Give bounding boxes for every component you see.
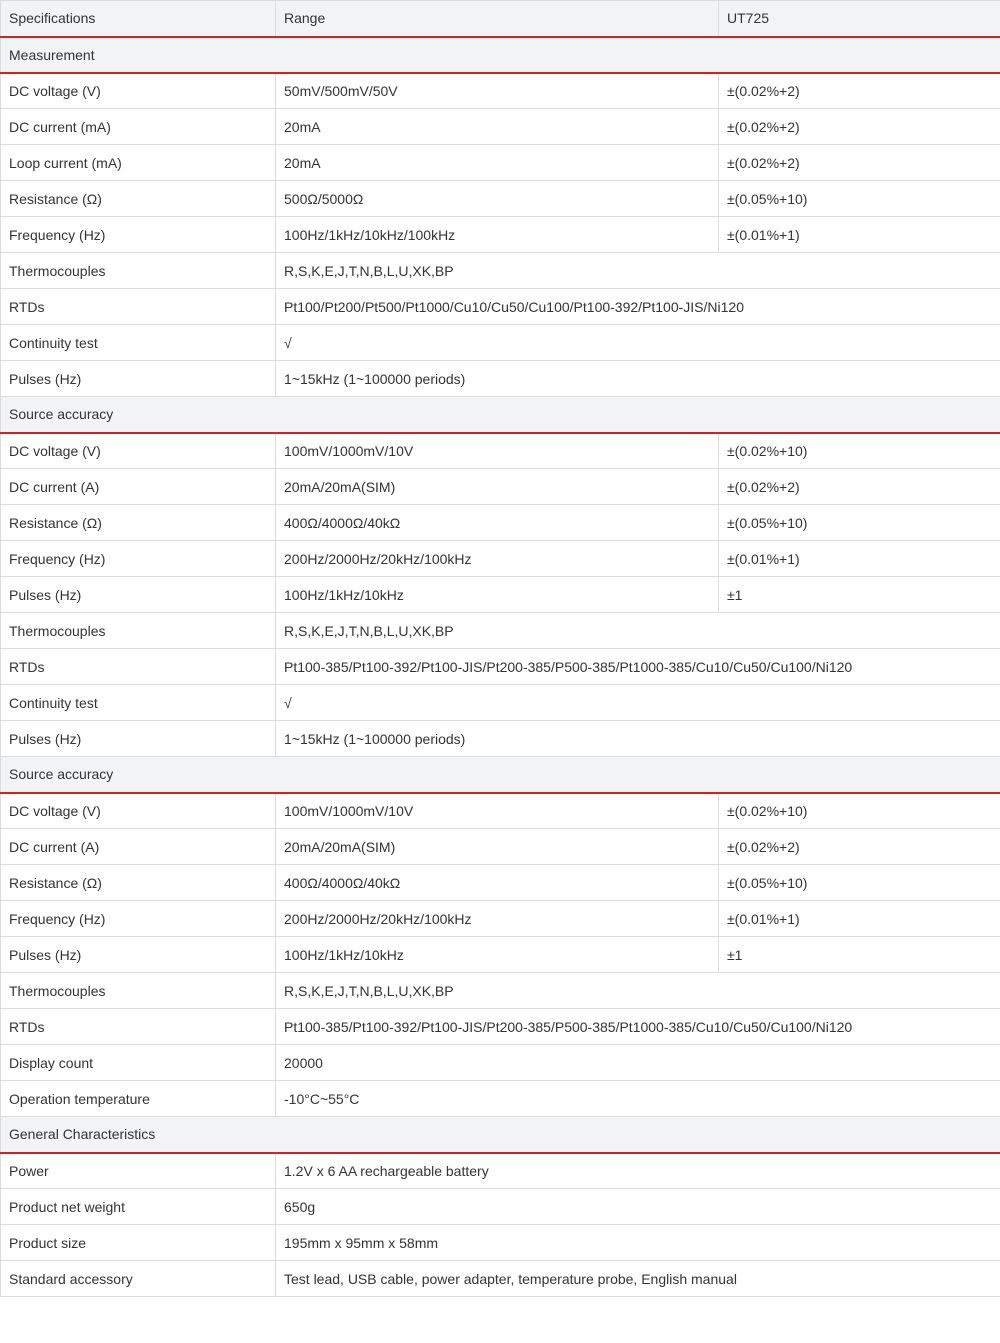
range-cell: Pt100/Pt200/Pt500/Pt1000/Cu10/Cu50/Cu100/Pt100-392/Pt100-JIS/Ni120 xyxy=(276,289,1000,325)
table-header-row xyxy=(1,1,1000,37)
range-cell: 100Hz/1kHz/10kHz xyxy=(276,577,719,613)
range-cell: 1~15kHz (1~100000 periods) xyxy=(276,361,1000,397)
table-row xyxy=(1,973,1000,1009)
table-row xyxy=(1,649,1000,685)
spec-name-cell: Pulses (Hz) xyxy=(1,937,276,973)
spec-name-cell: RTDs xyxy=(1,649,276,685)
table-row xyxy=(1,433,1000,469)
header-model: UT725 xyxy=(719,1,1000,37)
table-row xyxy=(1,289,1000,325)
accuracy-cell: ±(0.01%+1) xyxy=(719,217,1000,253)
spec-name-cell: Continuity test xyxy=(1,685,276,721)
range-cell: 100mV/1000mV/10V xyxy=(276,793,719,829)
accuracy-cell: ±(0.05%+10) xyxy=(719,505,1000,541)
accuracy-cell: ±(0.02%+2) xyxy=(719,73,1000,109)
range-cell: √ xyxy=(276,325,1000,361)
header-range: Range xyxy=(276,1,719,37)
spec-name-cell: DC current (mA) xyxy=(1,109,276,145)
spec-name-cell: Pulses (Hz) xyxy=(1,721,276,757)
spec-name-cell: Frequency (Hz) xyxy=(1,541,276,577)
spec-name-cell: Display count xyxy=(1,1045,276,1081)
table-row xyxy=(1,109,1000,145)
range-cell: 200Hz/2000Hz/20kHz/100kHz xyxy=(276,541,719,577)
table-row xyxy=(1,1153,1000,1189)
table-row xyxy=(1,541,1000,577)
table-row xyxy=(1,1261,1000,1297)
range-cell: 100Hz/1kHz/10kHz/100kHz xyxy=(276,217,719,253)
accuracy-cell: ±(0.02%+2) xyxy=(719,145,1000,181)
spec-name-cell: Power xyxy=(1,1153,276,1189)
range-cell: -10°C~55°C xyxy=(276,1081,1000,1117)
accuracy-cell: ±(0.02%+10) xyxy=(719,433,1000,469)
range-cell: 400Ω/4000Ω/40kΩ xyxy=(276,865,719,901)
spec-name-cell: Product net weight xyxy=(1,1189,276,1225)
spec-name-cell: Product size xyxy=(1,1225,276,1261)
range-cell: 100Hz/1kHz/10kHz xyxy=(276,937,719,973)
spec-table-body xyxy=(1,1,1000,1297)
section-row xyxy=(1,757,1000,793)
table-row xyxy=(1,253,1000,289)
accuracy-cell: ±(0.05%+10) xyxy=(719,865,1000,901)
table-row xyxy=(1,937,1000,973)
table-row xyxy=(1,685,1000,721)
range-cell: 400Ω/4000Ω/40kΩ xyxy=(276,505,719,541)
table-row xyxy=(1,73,1000,109)
table-row xyxy=(1,469,1000,505)
accuracy-cell: ±(0.05%+10) xyxy=(719,181,1000,217)
spec-name-cell: Standard accessory xyxy=(1,1261,276,1297)
spec-name-cell: DC voltage (V) xyxy=(1,433,276,469)
section-row xyxy=(1,1117,1000,1153)
range-cell: 1.2V x 6 AA rechargeable battery xyxy=(276,1153,1000,1189)
table-row xyxy=(1,181,1000,217)
accuracy-cell: ±(0.02%+2) xyxy=(719,829,1000,865)
table-row xyxy=(1,505,1000,541)
table-row xyxy=(1,217,1000,253)
range-cell: R,S,K,E,J,T,N,B,L,U,XK,BP xyxy=(276,973,1000,1009)
spec-name-cell: DC voltage (V) xyxy=(1,793,276,829)
accuracy-cell: ±(0.01%+1) xyxy=(719,901,1000,937)
range-cell: 20000 xyxy=(276,1045,1000,1081)
range-cell: Test lead, USB cable, power adapter, temperature probe, English manual xyxy=(276,1261,1000,1297)
range-cell: Pt100-385/Pt100-392/Pt100-JIS/Pt200-385/P500-385/Pt1000-385/Cu10/Cu50/Cu100/Ni120 xyxy=(276,1009,1000,1045)
spec-name-cell: RTDs xyxy=(1,1009,276,1045)
table-row xyxy=(1,1081,1000,1117)
spec-name-cell: Resistance (Ω) xyxy=(1,865,276,901)
range-cell: 20mA/20mA(SIM) xyxy=(276,469,719,505)
accuracy-cell: ±(0.02%+2) xyxy=(719,109,1000,145)
spec-name-cell: RTDs xyxy=(1,289,276,325)
spec-name-cell: Pulses (Hz) xyxy=(1,577,276,613)
table-row xyxy=(1,1225,1000,1261)
header-specifications: Specifications xyxy=(1,1,276,37)
spec-name-cell: Pulses (Hz) xyxy=(1,361,276,397)
section-title: Source accuracy xyxy=(1,757,1000,793)
spec-name-cell: DC current (A) xyxy=(1,829,276,865)
section-row xyxy=(1,37,1000,73)
table-row xyxy=(1,901,1000,937)
range-cell: R,S,K,E,J,T,N,B,L,U,XK,BP xyxy=(276,613,1000,649)
range-cell: R,S,K,E,J,T,N,B,L,U,XK,BP xyxy=(276,253,1000,289)
range-cell: 500Ω/5000Ω xyxy=(276,181,719,217)
accuracy-cell: ±(0.02%+10) xyxy=(719,793,1000,829)
section-title: Source accuracy xyxy=(1,397,1000,433)
spec-name-cell: DC voltage (V) xyxy=(1,73,276,109)
range-cell: 100mV/1000mV/10V xyxy=(276,433,719,469)
spec-name-cell: Loop current (mA) xyxy=(1,145,276,181)
section-row xyxy=(1,397,1000,433)
spec-name-cell: Operation temperature xyxy=(1,1081,276,1117)
range-cell: 20mA xyxy=(276,145,719,181)
spec-name-cell: Resistance (Ω) xyxy=(1,181,276,217)
table-row xyxy=(1,829,1000,865)
range-cell: 200Hz/2000Hz/20kHz/100kHz xyxy=(276,901,719,937)
table-row xyxy=(1,1009,1000,1045)
range-cell: 50mV/500mV/50V xyxy=(276,73,719,109)
spec-name-cell: Frequency (Hz) xyxy=(1,901,276,937)
spec-name-cell: Frequency (Hz) xyxy=(1,217,276,253)
section-title: Measurement xyxy=(1,37,1000,73)
range-cell: 20mA xyxy=(276,109,719,145)
range-cell: 195mm x 95mm x 58mm xyxy=(276,1225,1000,1261)
spec-name-cell: Resistance (Ω) xyxy=(1,505,276,541)
spec-name-cell: Thermocouples xyxy=(1,613,276,649)
table-row xyxy=(1,613,1000,649)
range-cell: 20mA/20mA(SIM) xyxy=(276,829,719,865)
table-row xyxy=(1,1189,1000,1225)
range-cell: 650g xyxy=(276,1189,1000,1225)
spec-name-cell: Continuity test xyxy=(1,325,276,361)
range-cell: √ xyxy=(276,685,1000,721)
section-title: General Characteristics xyxy=(1,1117,1000,1153)
table-row xyxy=(1,1045,1000,1081)
table-row xyxy=(1,325,1000,361)
table-row xyxy=(1,577,1000,613)
accuracy-cell: ±(0.01%+1) xyxy=(719,541,1000,577)
table-row xyxy=(1,793,1000,829)
table-row xyxy=(1,721,1000,757)
table-row xyxy=(1,145,1000,181)
accuracy-cell: ±1 xyxy=(719,937,1000,973)
range-cell: Pt100-385/Pt100-392/Pt100-JIS/Pt200-385/P500-385/Pt1000-385/Cu10/Cu50/Cu100/Ni120 xyxy=(276,649,1000,685)
table-row xyxy=(1,361,1000,397)
accuracy-cell: ±(0.02%+2) xyxy=(719,469,1000,505)
spec-name-cell: DC current (A) xyxy=(1,469,276,505)
accuracy-cell: ±1 xyxy=(719,577,1000,613)
table-row xyxy=(1,865,1000,901)
spec-name-cell: Thermocouples xyxy=(1,253,276,289)
range-cell: 1~15kHz (1~100000 periods) xyxy=(276,721,1000,757)
spec-name-cell: Thermocouples xyxy=(1,973,276,1009)
